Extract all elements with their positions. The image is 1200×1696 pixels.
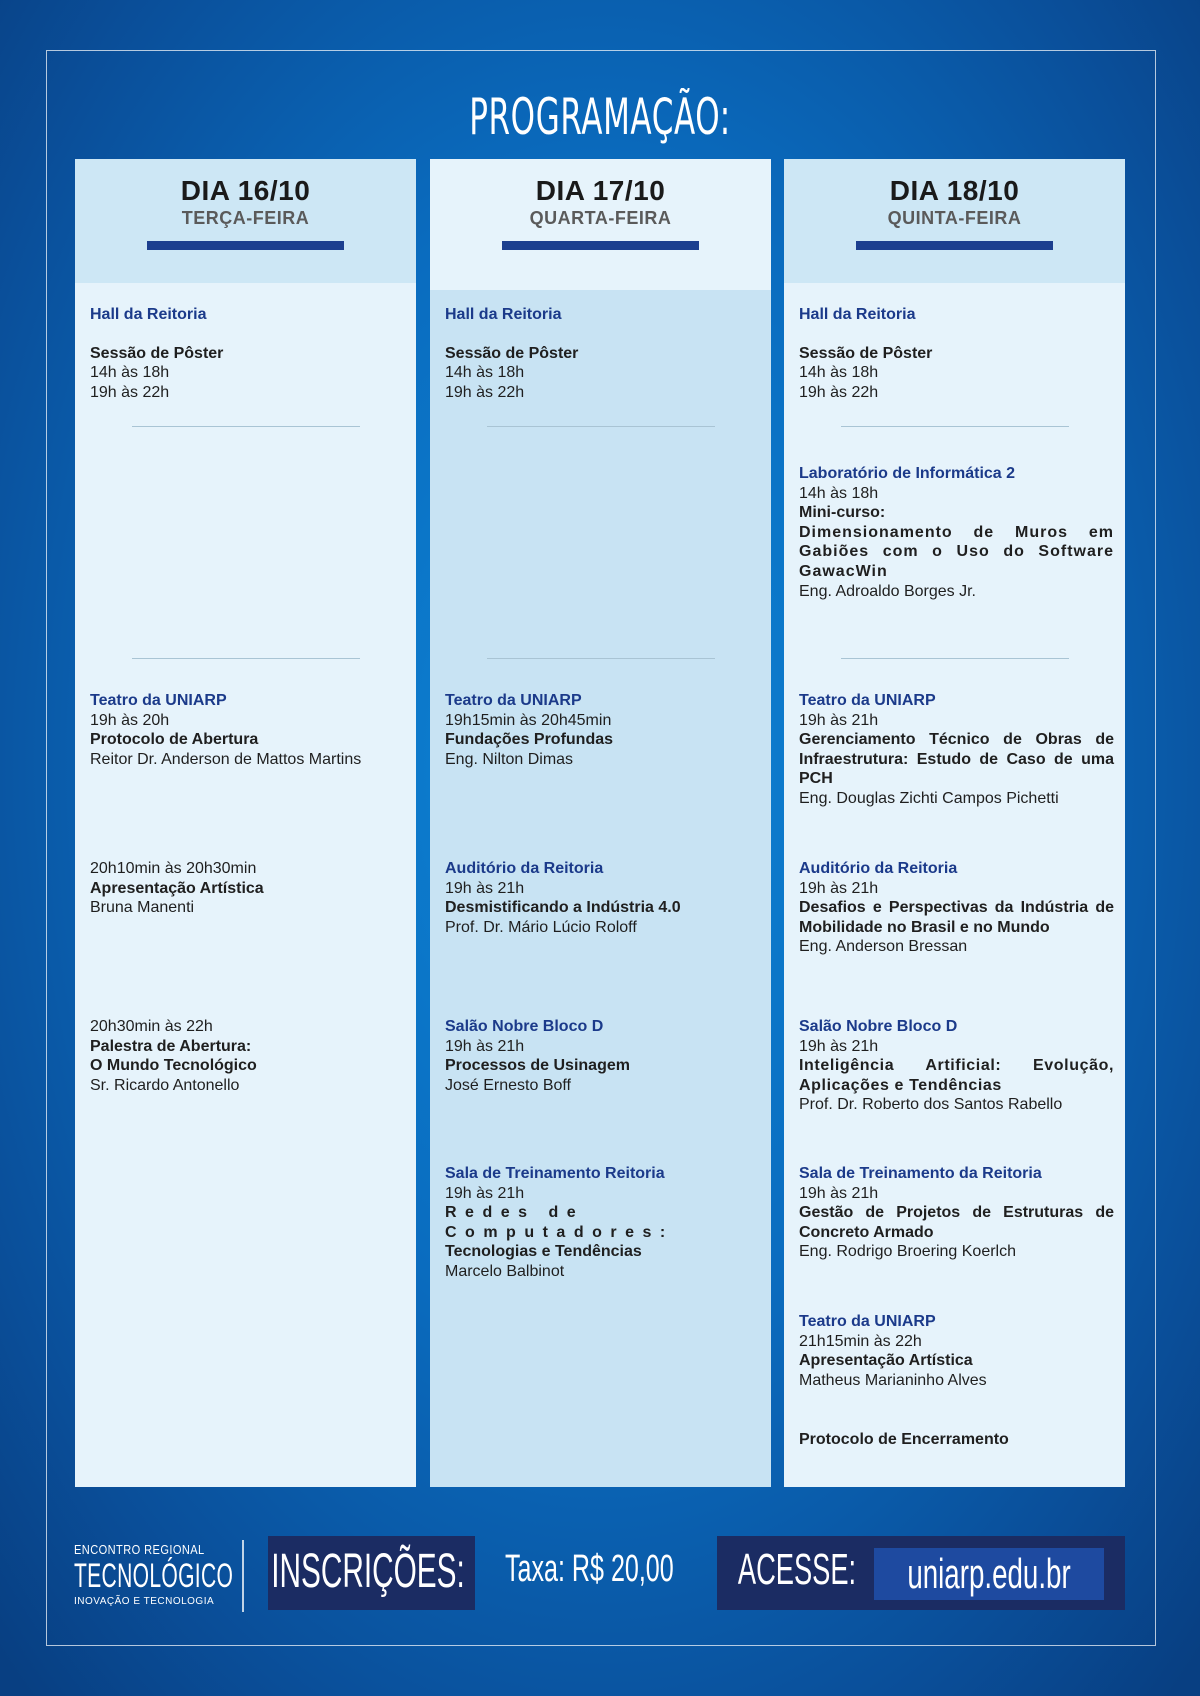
session-title: Protocolo de Abertura xyxy=(90,731,259,749)
footer-divider xyxy=(242,1540,244,1612)
session-location: Hall da Reitoria xyxy=(90,306,207,323)
session-speaker: José Ernesto Boff xyxy=(445,1076,571,1094)
session-speaker: Marcelo Balbinot xyxy=(445,1262,565,1280)
session-title: Apresentação Artística xyxy=(90,879,264,897)
session-speaker: Reitor Dr. Anderson de Mattos Martins xyxy=(90,750,362,768)
registration-badge xyxy=(268,1536,475,1610)
day-date: DIA 17/10 xyxy=(535,175,666,206)
session-location: Teatro da UNIARP xyxy=(445,692,582,709)
session-block xyxy=(799,1164,1114,1262)
session-title: Fundações Profundas xyxy=(445,731,614,749)
session-time: 19h às 21h xyxy=(799,1184,879,1202)
session-title: Desmistificando a Indústria 4.0 xyxy=(445,899,681,917)
header-bar xyxy=(502,241,699,250)
logo-line: ENCONTRO REGIONAL xyxy=(74,1542,205,1557)
website-url[interactable]: uniarp.edu.br xyxy=(907,1550,1071,1597)
session-location: Hall da Reitoria xyxy=(799,306,916,323)
session-time: 19h às 22h xyxy=(799,383,879,401)
day-header xyxy=(430,159,771,290)
session-speaker: Eng. Douglas Zichti Campos Pichetti xyxy=(799,789,1059,807)
session-location: Auditório da Reitoria xyxy=(445,860,604,877)
session-speaker: Bruna Manenti xyxy=(90,899,195,917)
divider xyxy=(487,658,715,659)
session-block xyxy=(90,691,405,769)
session-location: Salão Nobre Bloco D xyxy=(445,1018,604,1035)
session-speaker: Eng. Rodrigo Broering Koerlch xyxy=(799,1243,1017,1261)
session-time: 19h às 21h xyxy=(799,879,879,897)
session-location: Auditório da Reitoria xyxy=(799,860,958,877)
session-speaker: Prof. Dr. Mário Lúcio Roloff xyxy=(445,918,637,936)
day-date: DIA 18/10 xyxy=(889,175,1020,206)
registration-label: INSCRIÇÕES: xyxy=(271,1545,465,1598)
session-title: Redes de Computadores: xyxy=(445,1204,674,1241)
session-block xyxy=(799,859,1114,957)
logo-line: INOVAÇÃO E TECNOLOGIA xyxy=(74,1596,215,1607)
divider xyxy=(487,426,715,427)
session-time: 19h às 20h xyxy=(90,711,170,729)
session-title: Desafios e Perspectivas da Indústria de Mobilidade no Brasil e no Mundo xyxy=(799,899,1114,936)
session-location: Laboratório de Informática 2 xyxy=(799,465,1016,482)
session-time: 19h às 22h xyxy=(445,383,525,401)
divider xyxy=(841,658,1069,659)
day-date: DIA 16/10 xyxy=(180,175,311,206)
session-block xyxy=(799,1312,1114,1390)
session-time: 19h às 21h xyxy=(445,1184,525,1202)
session-title: Sessão de Pôster xyxy=(445,344,579,362)
session-speaker: Matheus Marianinho Alves xyxy=(799,1371,987,1389)
header-bar xyxy=(147,241,344,250)
day-column-1 xyxy=(75,159,416,1487)
session-time: 19h às 21h xyxy=(799,711,879,729)
session-location: Salão Nobre Bloco D xyxy=(799,1018,958,1035)
divider xyxy=(841,426,1069,427)
session-location: Teatro da UNIARP xyxy=(799,692,936,709)
session-time: 19h às 22h xyxy=(90,383,170,401)
session-block xyxy=(799,1017,1114,1115)
session-time: 14h às 18h xyxy=(445,364,525,382)
session-speaker: Sr. Ricardo Antonello xyxy=(90,1076,240,1094)
divider xyxy=(132,426,360,427)
day-header xyxy=(75,159,416,283)
session-block xyxy=(445,1017,760,1095)
session-location: Sala de Treinamento da Reitoria xyxy=(799,1165,1042,1182)
session-location: Sala de Treinamento Reitoria xyxy=(445,1165,665,1182)
session-title: Apresentação Artística xyxy=(799,1352,973,1370)
session-block xyxy=(90,1017,405,1095)
session-location: Hall da Reitoria xyxy=(445,306,562,323)
access-label: ACESSE: xyxy=(737,1545,857,1594)
session-title: Gerenciamento Técnico de Obras de Infraestrutura: Estudo de Caso de uma PCH xyxy=(799,731,1114,788)
session-title: Palestra de Abertura: xyxy=(90,1037,252,1055)
session-time: 20h30min às 22h xyxy=(90,1018,213,1035)
website-link[interactable] xyxy=(874,1548,1104,1600)
day-weekday: TERÇA-FEIRA xyxy=(181,208,310,228)
session-speaker: Eng. Anderson Bressan xyxy=(799,938,968,956)
page-title: PROGRAMAÇÃO: xyxy=(469,88,731,146)
day-column-2 xyxy=(430,159,771,1487)
session-time: 19h às 21h xyxy=(445,879,525,897)
session-time: 19h às 21h xyxy=(799,1037,879,1055)
session-title: Inteligência Artificial: Evolução, Aplicações e Tendências xyxy=(799,1057,1114,1094)
fee-text: Taxa: R$ 20,00 xyxy=(505,1548,674,1590)
session-title: Dimensionamento de Muros em Gabiões com o Uso do Software GawacWin xyxy=(799,523,1114,580)
session-block xyxy=(799,1430,1114,1450)
session-title: Tecnologias e Tendências xyxy=(445,1243,642,1261)
session-time: 14h às 18h xyxy=(90,364,170,382)
session-location: Teatro da UNIARP xyxy=(90,692,227,709)
session-speaker: Eng. Nilton Dimas xyxy=(445,750,574,768)
session-block xyxy=(799,305,1114,402)
session-title: Sessão de Pôster xyxy=(799,344,933,362)
session-block xyxy=(445,859,760,937)
session-title: Protocolo de Encerramento xyxy=(799,1431,1009,1448)
day-weekday: QUINTA-FEIRA xyxy=(887,208,1022,228)
logo-line: TECNOLÓGICO xyxy=(74,1557,234,1595)
divider xyxy=(132,658,360,659)
day-weekday: QUARTA-FEIRA xyxy=(529,208,672,228)
session-time: 14h às 18h xyxy=(799,364,879,382)
session-block xyxy=(90,859,405,918)
session-block xyxy=(445,305,760,402)
session-speaker: Prof. Dr. Roberto dos Santos Rabello xyxy=(799,1096,1063,1114)
session-title: Processos de Usinagem xyxy=(445,1057,630,1075)
session-block xyxy=(90,305,405,402)
day-column-3 xyxy=(784,159,1125,1487)
header-bar xyxy=(856,241,1053,250)
session-time: 19h às 21h xyxy=(445,1037,525,1055)
session-block xyxy=(445,691,760,769)
session-block xyxy=(799,464,1114,601)
session-title: Sessão de Pôster xyxy=(90,344,224,362)
session-title: O Mundo Tecnológico xyxy=(90,1057,257,1075)
session-time: 19h15min às 20h45min xyxy=(445,711,612,729)
session-location: Teatro da UNIARP xyxy=(799,1313,936,1330)
session-time: 20h10min às 20h30min xyxy=(90,860,257,877)
session-time: 14h às 18h xyxy=(799,484,879,502)
session-block xyxy=(445,1164,760,1282)
day-header xyxy=(784,159,1125,283)
access-badge xyxy=(717,1536,1125,1610)
session-speaker: Eng. Adroaldo Borges Jr. xyxy=(799,582,976,600)
session-time: 21h15min às 22h xyxy=(799,1332,922,1350)
session-title: Gestão de Projetos de Estruturas de Concreto Armado xyxy=(799,1204,1114,1241)
session-title: Mini-curso: xyxy=(799,504,886,522)
session-block xyxy=(799,691,1114,809)
